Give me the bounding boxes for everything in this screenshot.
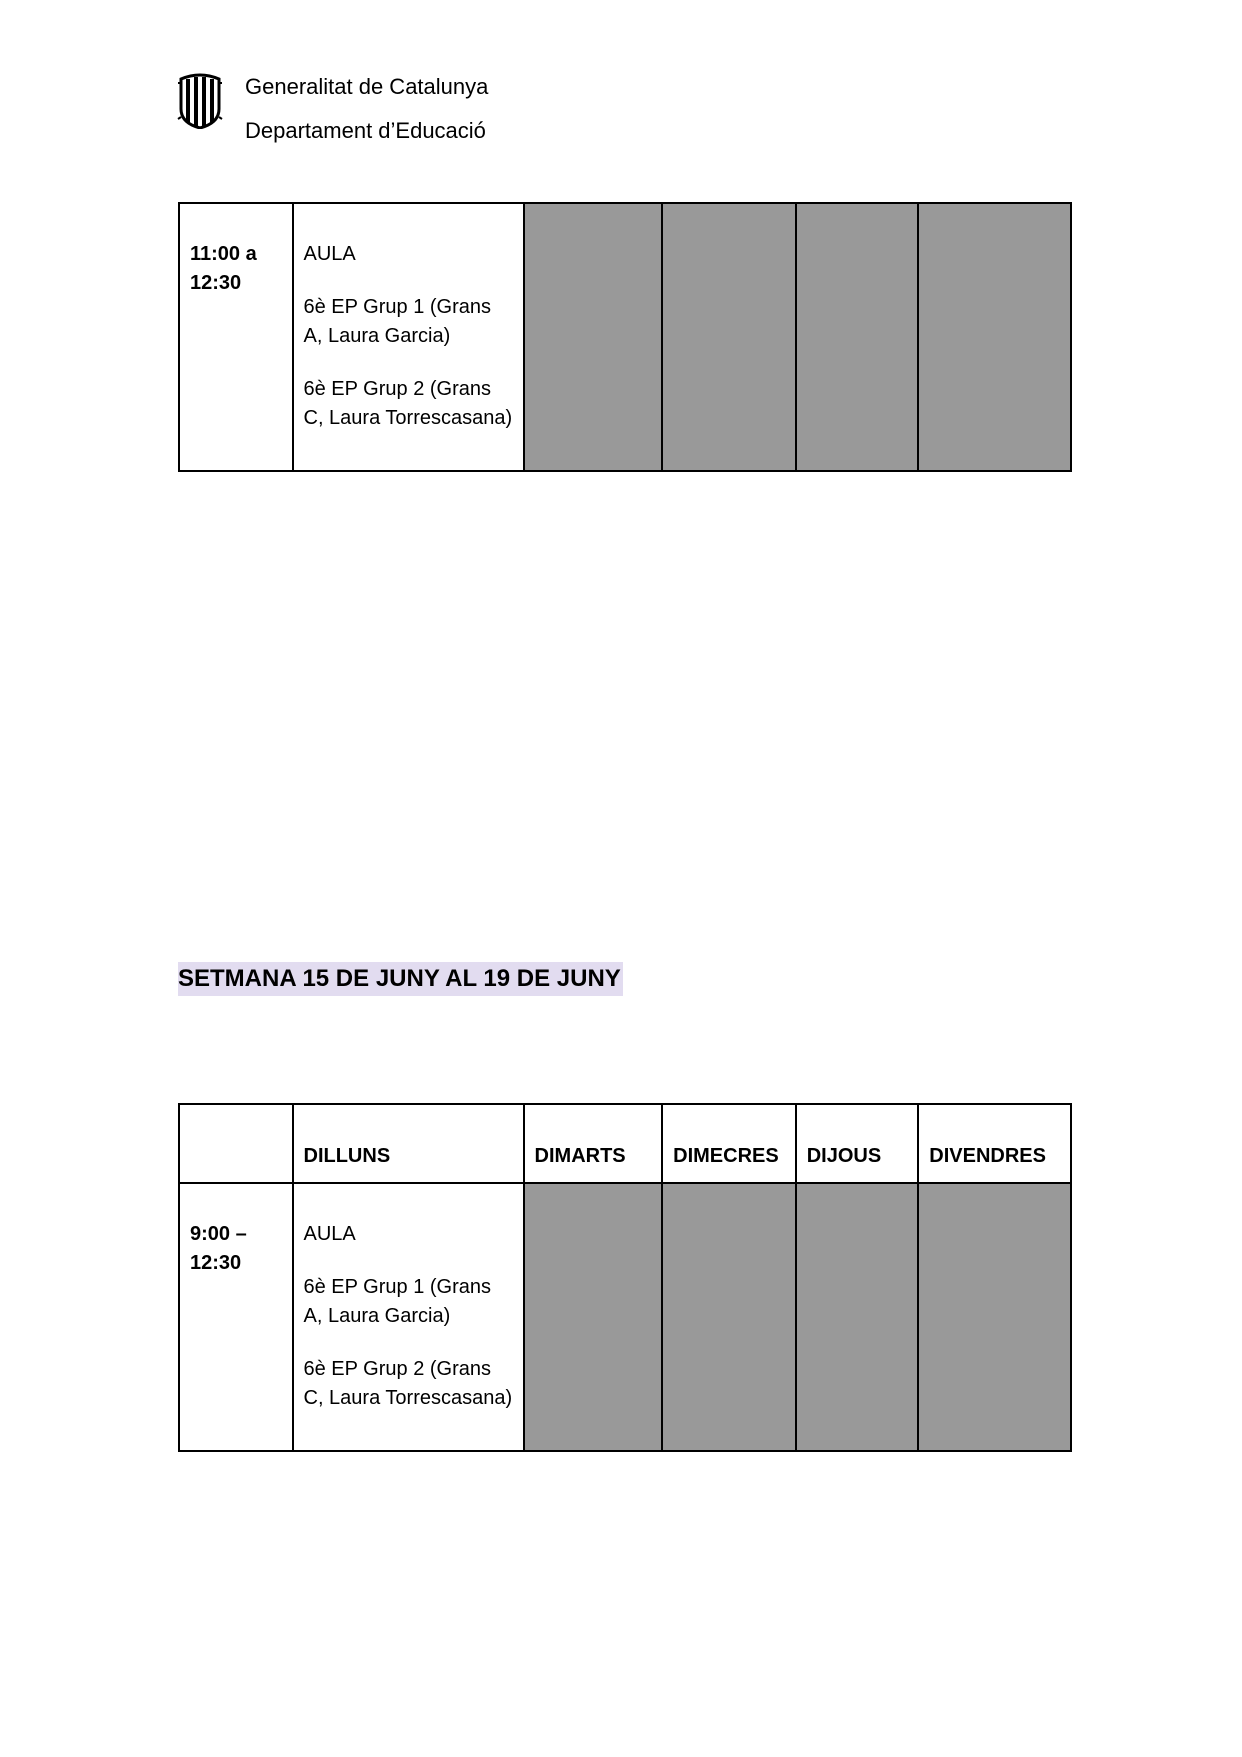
day-header bbox=[293, 1104, 524, 1183]
shaded-cell bbox=[918, 203, 1071, 471]
shaded-cell bbox=[662, 1183, 796, 1451]
shaded-cell bbox=[796, 1183, 919, 1451]
table-row bbox=[179, 1183, 1071, 1451]
time-slot: 9:00 – 12:30 bbox=[190, 1223, 247, 1274]
day-header-label: DIMECRES bbox=[673, 1145, 779, 1167]
shaded-cell bbox=[796, 203, 919, 471]
group-1-info: 6è EP Grup 1 (Grans A, Laura Garcia) bbox=[303, 296, 491, 347]
day-header-label: DILLUNS bbox=[303, 1145, 391, 1167]
header-row bbox=[179, 1104, 1071, 1183]
day-header-label: DIJOUS bbox=[806, 1145, 882, 1167]
generalitat-coat-of-arms-icon bbox=[177, 73, 223, 129]
group-1-info: 6è EP Grup 1 (Grans A, Laura Garcia) bbox=[303, 1276, 491, 1327]
empty-header-cell bbox=[179, 1104, 293, 1183]
group-2-info: 6è EP Grup 2 (Grans C, Laura Torrescasana) bbox=[303, 378, 513, 429]
day-header bbox=[662, 1104, 796, 1183]
monday-cell bbox=[293, 1183, 524, 1451]
day-header-label: DIVENDRES bbox=[929, 1145, 1046, 1167]
time-slot: 11:00 a 12:30 bbox=[190, 243, 257, 294]
group-2-info: 6è EP Grup 2 (Grans C, Laura Torrescasana) bbox=[303, 1358, 513, 1409]
time-cell bbox=[179, 1183, 293, 1451]
day-header-label: DIMARTS bbox=[534, 1145, 626, 1167]
place-label: AULA bbox=[303, 1223, 356, 1245]
week-heading: SETMANA 15 DE JUNY AL 19 DE JUNY bbox=[178, 962, 623, 996]
place-label: AULA bbox=[303, 243, 356, 265]
time-cell bbox=[179, 203, 293, 471]
schedule-table-continued bbox=[178, 202, 1072, 472]
day-header bbox=[796, 1104, 919, 1183]
shaded-cell bbox=[524, 1183, 663, 1451]
shaded-cell bbox=[918, 1183, 1071, 1451]
monday-cell bbox=[293, 203, 524, 471]
department-name: Departament d’Educació bbox=[245, 118, 486, 143]
day-header bbox=[524, 1104, 663, 1183]
day-header bbox=[918, 1104, 1071, 1183]
shaded-cell bbox=[662, 203, 796, 471]
org-name: Generalitat de Catalunya bbox=[245, 74, 489, 99]
table-row bbox=[179, 203, 1071, 471]
shaded-cell bbox=[524, 203, 663, 471]
schedule-table bbox=[178, 1103, 1072, 1452]
